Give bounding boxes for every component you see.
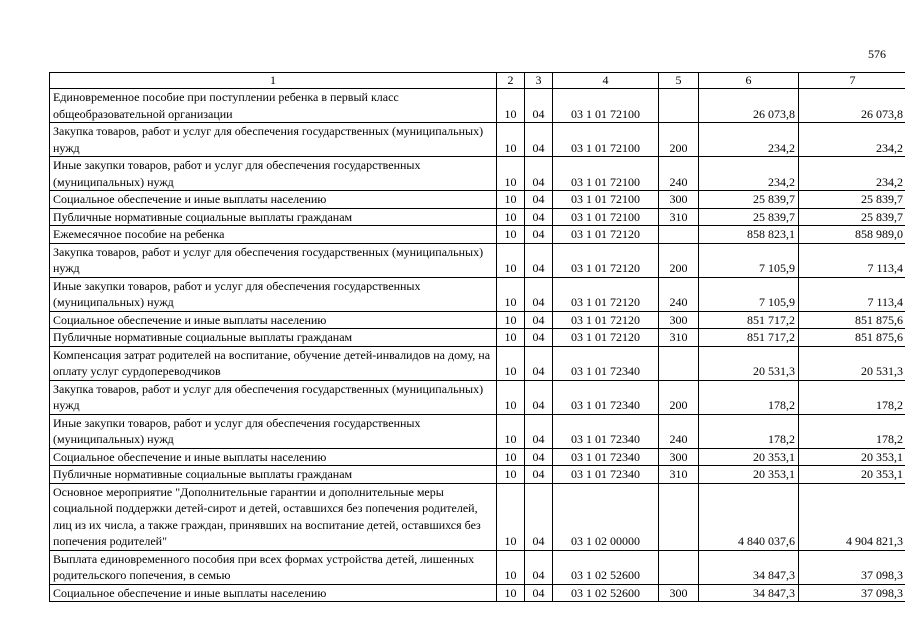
table-row xyxy=(50,380,905,414)
cell-amount-year2: 234,2 xyxy=(799,123,905,157)
cell-target-code: 03 1 01 72100 xyxy=(553,191,659,209)
cell-expense-type xyxy=(659,346,699,380)
cell-amount-year1: 178,2 xyxy=(699,380,799,414)
cell-section: 10 xyxy=(497,329,525,347)
table-row xyxy=(50,208,905,226)
cell-expense-type: 240 xyxy=(659,414,699,448)
cell-amount-year2: 25 839,7 xyxy=(799,191,905,209)
cell-subsection: 04 xyxy=(525,243,553,277)
table-row xyxy=(50,226,905,244)
cell-amount-year2: 858 989,0 xyxy=(799,226,905,244)
cell-amount-year1: 34 847,3 xyxy=(699,550,799,584)
column-header: 7 xyxy=(799,73,905,89)
cell-subsection: 04 xyxy=(525,277,553,311)
cell-description: Иные закупки товаров, работ и услуг для обеспечения государственных (муниципальных) нужд xyxy=(50,414,497,448)
cell-amount-year2: 37 098,3 xyxy=(799,550,905,584)
cell-description: Публичные нормативные социальные выплаты гражданам xyxy=(50,208,497,226)
cell-amount-year1: 20 531,3 xyxy=(699,346,799,380)
cell-target-code: 03 1 01 72100 xyxy=(553,157,659,191)
cell-expense-type: 300 xyxy=(659,311,699,329)
cell-section: 10 xyxy=(497,550,525,584)
cell-expense-type xyxy=(659,226,699,244)
column-header: 3 xyxy=(525,73,553,89)
cell-expense-type xyxy=(659,89,699,123)
cell-description: Социальное обеспечение и иные выплаты населению xyxy=(50,584,497,602)
cell-description: Единовременное пособие при поступлении ребенка в первый класс общеобразовательной организации xyxy=(50,89,497,123)
cell-subsection: 04 xyxy=(525,311,553,329)
column-header: 1 xyxy=(50,73,497,89)
cell-description: Социальное обеспечение и иные выплаты населению xyxy=(50,191,497,209)
cell-expense-type: 300 xyxy=(659,191,699,209)
cell-target-code: 03 1 01 72340 xyxy=(553,346,659,380)
cell-expense-type: 240 xyxy=(659,277,699,311)
table-header-row xyxy=(50,73,905,89)
page-number: 576 xyxy=(868,47,886,61)
cell-amount-year1: 25 839,7 xyxy=(699,191,799,209)
table-row xyxy=(50,89,905,123)
cell-subsection: 04 xyxy=(525,483,553,550)
cell-section: 10 xyxy=(497,243,525,277)
cell-subsection: 04 xyxy=(525,380,553,414)
cell-amount-year1: 34 847,3 xyxy=(699,584,799,602)
cell-subsection: 04 xyxy=(525,226,553,244)
cell-description: Публичные нормативные социальные выплаты гражданам xyxy=(50,466,497,484)
cell-amount-year2: 20 353,1 xyxy=(799,448,905,466)
cell-expense-type: 300 xyxy=(659,448,699,466)
cell-subsection: 04 xyxy=(525,466,553,484)
cell-target-code: 03 1 02 52600 xyxy=(553,584,659,602)
cell-description: Закупка товаров, работ и услуг для обеспечения государственных (муниципальных) нужд xyxy=(50,380,497,414)
cell-amount-year2: 25 839,7 xyxy=(799,208,905,226)
cell-description: Публичные нормативные социальные выплаты гражданам xyxy=(50,329,497,347)
table-row xyxy=(50,191,905,209)
cell-section: 10 xyxy=(497,346,525,380)
cell-section: 10 xyxy=(497,380,525,414)
cell-section: 10 xyxy=(497,483,525,550)
cell-section: 10 xyxy=(497,277,525,311)
cell-amount-year1: 234,2 xyxy=(699,157,799,191)
cell-target-code: 03 1 02 52600 xyxy=(553,550,659,584)
cell-expense-type: 240 xyxy=(659,157,699,191)
cell-amount-year1: 7 105,9 xyxy=(699,277,799,311)
cell-amount-year2: 851 875,6 xyxy=(799,311,905,329)
cell-section: 10 xyxy=(497,123,525,157)
cell-target-code: 03 1 01 72100 xyxy=(553,89,659,123)
cell-description: Основное мероприятие "Дополнительные гарантии и дополнительные меры социальной поддержки детей-сирот и детей, оставшихся без попечения родителей, лиц из их числа, а также граждан, принявших на воспитание детей, оставшихся без попечения родителей" xyxy=(50,483,497,550)
cell-amount-year2: 4 904 821,3 xyxy=(799,483,905,550)
cell-description: Ежемесячное пособие на ребенка xyxy=(50,226,497,244)
cell-amount-year1: 20 353,1 xyxy=(699,448,799,466)
cell-expense-type xyxy=(659,483,699,550)
cell-expense-type: 300 xyxy=(659,584,699,602)
cell-target-code: 03 1 01 72340 xyxy=(553,414,659,448)
cell-target-code: 03 1 01 72100 xyxy=(553,208,659,226)
table-row xyxy=(50,329,905,347)
cell-expense-type xyxy=(659,550,699,584)
cell-expense-type: 200 xyxy=(659,380,699,414)
cell-description: Иные закупки товаров, работ и услуг для обеспечения государственных (муниципальных) нужд xyxy=(50,277,497,311)
cell-subsection: 04 xyxy=(525,123,553,157)
cell-amount-year1: 26 073,8 xyxy=(699,89,799,123)
table-row xyxy=(50,311,905,329)
cell-target-code: 03 1 01 72120 xyxy=(553,311,659,329)
cell-amount-year2: 178,2 xyxy=(799,414,905,448)
cell-subsection: 04 xyxy=(525,89,553,123)
cell-amount-year2: 20 353,1 xyxy=(799,466,905,484)
cell-subsection: 04 xyxy=(525,191,553,209)
cell-expense-type: 200 xyxy=(659,123,699,157)
cell-target-code: 03 1 01 72120 xyxy=(553,329,659,347)
column-header: 4 xyxy=(553,73,659,89)
cell-amount-year1: 234,2 xyxy=(699,123,799,157)
cell-expense-type: 310 xyxy=(659,208,699,226)
table-row xyxy=(50,550,905,584)
cell-section: 10 xyxy=(497,208,525,226)
table-row xyxy=(50,584,905,602)
cell-expense-type: 310 xyxy=(659,329,699,347)
cell-section: 10 xyxy=(497,311,525,329)
column-header: 2 xyxy=(497,73,525,89)
cell-amount-year1: 20 353,1 xyxy=(699,466,799,484)
budget-table xyxy=(49,72,905,602)
cell-target-code: 03 1 01 72120 xyxy=(553,226,659,244)
cell-amount-year2: 7 113,4 xyxy=(799,277,905,311)
cell-description: Закупка товаров, работ и услуг для обеспечения государственных (муниципальных) нужд xyxy=(50,243,497,277)
cell-amount-year2: 851 875,6 xyxy=(799,329,905,347)
cell-subsection: 04 xyxy=(525,550,553,584)
cell-description: Выплата единовременного пособия при всех формах устройства детей, лишенных родительского попечения, в семью xyxy=(50,550,497,584)
cell-target-code: 03 1 01 72120 xyxy=(553,243,659,277)
cell-amount-year2: 26 073,8 xyxy=(799,89,905,123)
cell-subsection: 04 xyxy=(525,584,553,602)
cell-target-code: 03 1 01 72100 xyxy=(553,123,659,157)
cell-target-code: 03 1 02 00000 xyxy=(553,483,659,550)
cell-amount-year2: 234,2 xyxy=(799,157,905,191)
cell-description: Социальное обеспечение и иные выплаты населению xyxy=(50,311,497,329)
cell-amount-year1: 851 717,2 xyxy=(699,329,799,347)
cell-target-code: 03 1 01 72120 xyxy=(553,277,659,311)
table-body xyxy=(50,89,905,602)
cell-expense-type: 310 xyxy=(659,466,699,484)
cell-amount-year1: 7 105,9 xyxy=(699,243,799,277)
cell-target-code: 03 1 01 72340 xyxy=(553,448,659,466)
table-row xyxy=(50,414,905,448)
cell-section: 10 xyxy=(497,157,525,191)
table-row xyxy=(50,466,905,484)
cell-amount-year2: 20 531,3 xyxy=(799,346,905,380)
cell-amount-year2: 178,2 xyxy=(799,380,905,414)
cell-subsection: 04 xyxy=(525,414,553,448)
cell-amount-year1: 25 839,7 xyxy=(699,208,799,226)
cell-description: Компенсация затрат родителей на воспитание, обучение детей-инвалидов на дому, на оплату услуг сурдопереводчиков xyxy=(50,346,497,380)
cell-target-code: 03 1 01 72340 xyxy=(553,466,659,484)
table-row xyxy=(50,346,905,380)
cell-amount-year1: 858 823,1 xyxy=(699,226,799,244)
table-row xyxy=(50,157,905,191)
table-row xyxy=(50,483,905,550)
cell-amount-year2: 7 113,4 xyxy=(799,243,905,277)
table-row xyxy=(50,448,905,466)
cell-subsection: 04 xyxy=(525,329,553,347)
table-row xyxy=(50,123,905,157)
cell-subsection: 04 xyxy=(525,157,553,191)
table-row xyxy=(50,243,905,277)
column-header: 5 xyxy=(659,73,699,89)
cell-section: 10 xyxy=(497,448,525,466)
cell-subsection: 04 xyxy=(525,346,553,380)
cell-section: 10 xyxy=(497,584,525,602)
cell-amount-year1: 4 840 037,6 xyxy=(699,483,799,550)
cell-description: Закупка товаров, работ и услуг для обеспечения государственных (муниципальных) нужд xyxy=(50,123,497,157)
cell-amount-year2: 37 098,3 xyxy=(799,584,905,602)
cell-target-code: 03 1 01 72340 xyxy=(553,380,659,414)
cell-amount-year1: 851 717,2 xyxy=(699,311,799,329)
cell-description: Социальное обеспечение и иные выплаты населению xyxy=(50,448,497,466)
cell-section: 10 xyxy=(497,89,525,123)
cell-section: 10 xyxy=(497,466,525,484)
cell-subsection: 04 xyxy=(525,448,553,466)
cell-subsection: 04 xyxy=(525,208,553,226)
cell-section: 10 xyxy=(497,226,525,244)
cell-amount-year1: 178,2 xyxy=(699,414,799,448)
cell-section: 10 xyxy=(497,414,525,448)
table-row xyxy=(50,277,905,311)
cell-section: 10 xyxy=(497,191,525,209)
cell-description: Иные закупки товаров, работ и услуг для обеспечения государственных (муниципальных) нужд xyxy=(50,157,497,191)
column-header: 6 xyxy=(699,73,799,89)
cell-expense-type: 200 xyxy=(659,243,699,277)
